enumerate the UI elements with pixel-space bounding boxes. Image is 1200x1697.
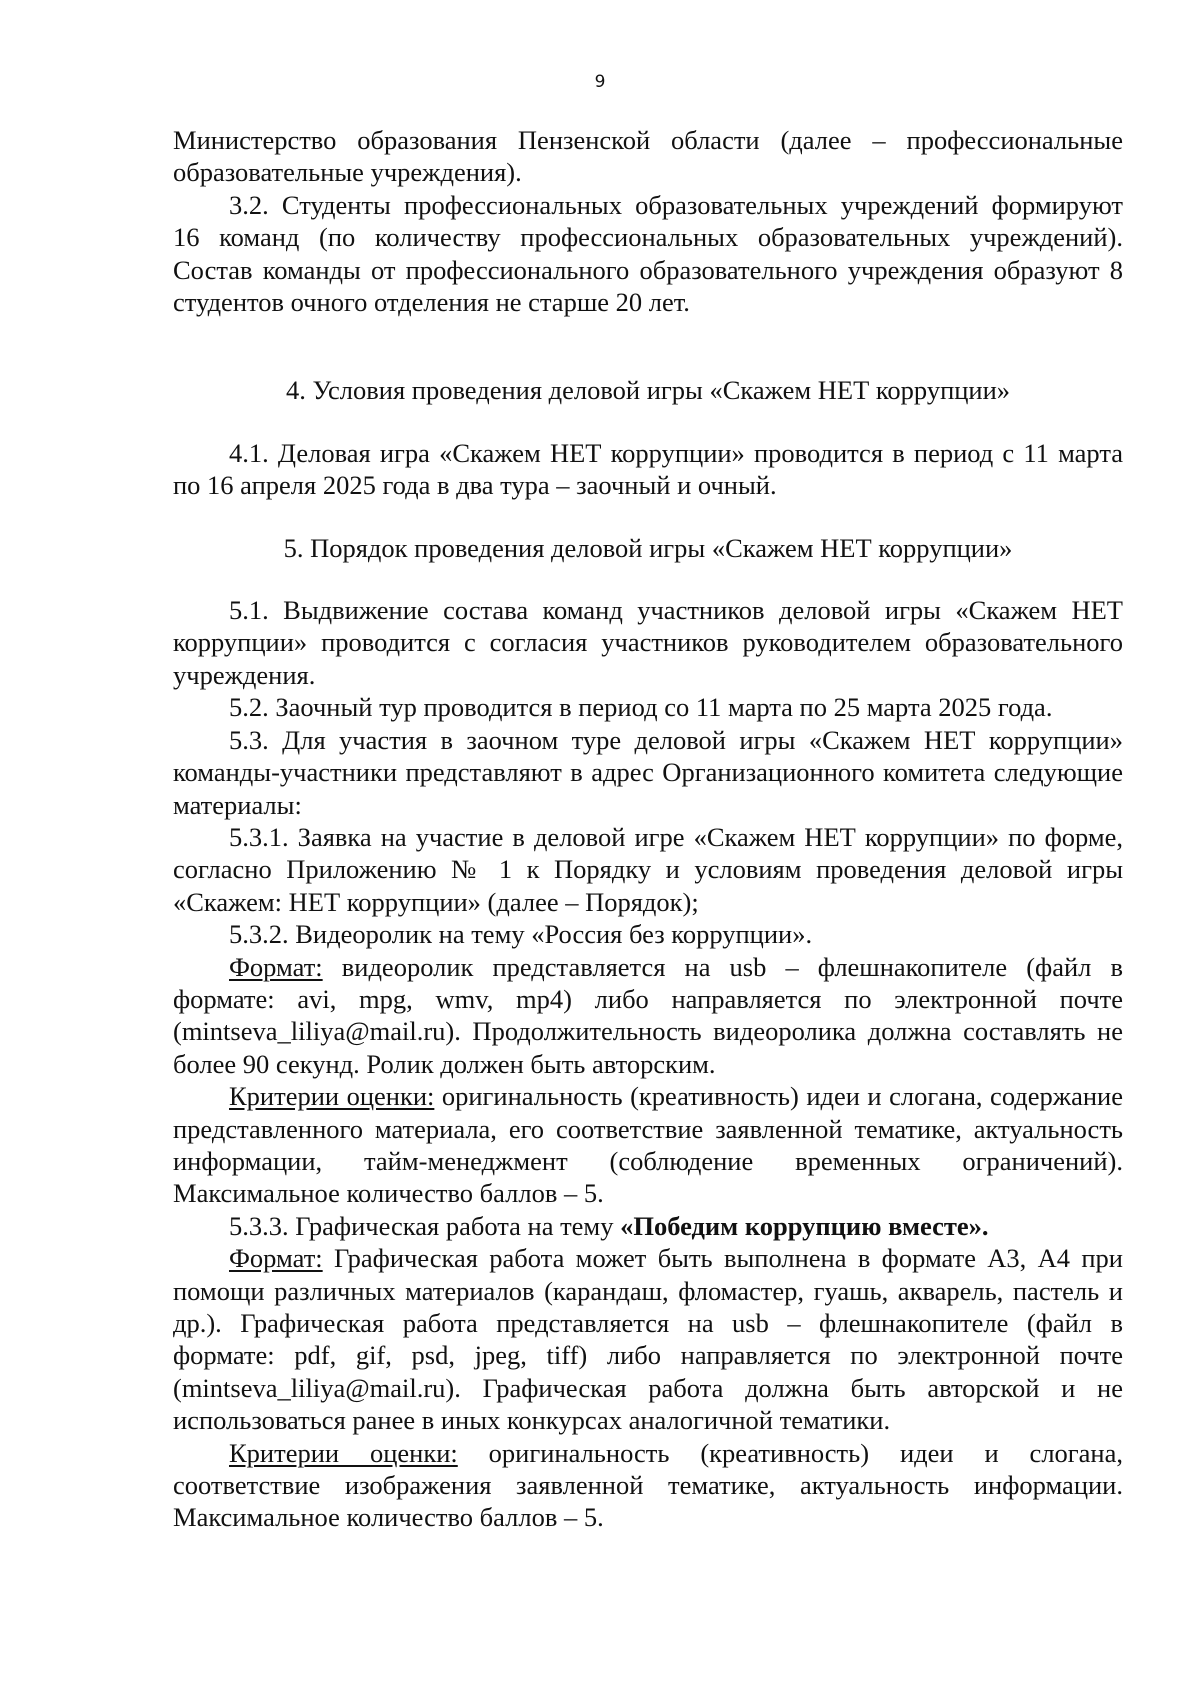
paragraph-graphic-format <box>173 1242 1123 1436</box>
paragraph-4-1: 4.1. Деловая игра «Скажем НЕТ коррупции» проводится в период с 11 марта по 16 апреля 2025 года в два тура – заочный и очный. <box>173 437 1123 501</box>
paragraph-graphic-criteria <box>173 1437 1123 1534</box>
paragraph-video-format <box>173 951 1123 1081</box>
graphic-criteria-label: Критерии оценки: <box>229 1437 458 1468</box>
section-4-heading: 4. Условия проведения деловой игры «Скажем НЕТ коррупции» <box>285 375 1011 406</box>
paragraph-video-criteria <box>173 1080 1123 1210</box>
paragraph-5-2: 5.2. Заочный тур проводится в период со 11 марта по 25 марта 2025 года. <box>229 692 1053 723</box>
paragraph-continuation: Министерство образования Пензенской области (далее – профессиональные образовательные учреждения). <box>173 125 1123 188</box>
section-5-heading: 5. Порядок проведения деловой игры «Скажем НЕТ коррупции» <box>283 532 1013 563</box>
document-body <box>173 124 1123 1534</box>
video-criteria-text: оригинальность (креативность) идеи и слогана, содержание представленного материала, его соответствие заявленной тематике, актуальность информации, тайм-менеджмент (соблюдение временных ограничений). Максимальное количество баллов – 5. <box>173 1081 1123 1209</box>
paragraph-5-1: 5.1. Выдвижение состава команд участников деловой игры «Скажем НЕТ коррупции» проводится с согласия участников руководителем образовательного учреждения. <box>173 595 1123 690</box>
paragraph-3-2: 3.2. Студенты профессиональных образовательных учреждений формируют 16 команд (по количеству профессиональных образовательных учреждений). Состав команды от профессионального образовательного учреждения образуют 8 студентов очного отделения не старше 20 лет. <box>173 189 1123 318</box>
graphic-format-text: Графическая работа может быть выполнена в формате А3, А4 при помощи различных материалов (карандаш, фломастер, гуашь, акварель, пастель и др.). Графическая работа представляется на usb – флешнакопителе (файл в формате: pdf, gif, psd, jpeg, tiff) либо направляется по электронной почте (mintseva_liliya@mail.ru). Графическая работа должна быть авторской и не использоваться ранее в иных конкурсах аналогичной тематики. <box>173 1243 1123 1436</box>
video-format-label: Формат: <box>229 951 323 982</box>
paragraph-5-3-3-theme: «Победим коррупцию вместе». <box>620 1210 989 1241</box>
page-number: 9 <box>594 72 606 92</box>
paragraph-5-3: 5.3. Для участия в заочном туре деловой игры «Скажем НЕТ коррупции» команды-участники представляют в адрес Организационного комитета следующие материалы: <box>173 724 1123 820</box>
paragraph-5-3-1: 5.3.1. Заявка на участие в деловой игре «Скажем НЕТ коррупции» по форме, согласно Приложению № 1 к Порядку и условиям проведения деловой игры «Скажем: НЕТ коррупции» (далее – Порядок); <box>173 821 1123 917</box>
video-criteria-label: Критерии оценки: <box>229 1081 435 1112</box>
paragraph-5-3-3 <box>173 1210 1123 1242</box>
paragraph-5-3-2: 5.3.2. Видеоролик на тему «Россия без коррупции». <box>229 919 813 950</box>
video-format-text: видеоролик представляется на usb – флешнакопителе (файл в формате: avi, mpg, wmv, mp4) либо направляется по электронной почте (mintseva_liliya@mail.ru). Продолжительность видеоролика должна составлять не более 90 секунд. Ролик должен быть авторским. <box>173 951 1123 1079</box>
graphic-criteria-text: оригинальность (креативность) идеи и слогана, соответствие изображения заявленной тематике, актуальность информации. Максимальное количество баллов – 5. <box>173 1437 1123 1533</box>
paragraph-5-3-3-prefix: 5.3.3. Графическая работа на тему <box>229 1210 621 1241</box>
graphic-format-label: Формат: <box>229 1243 323 1274</box>
